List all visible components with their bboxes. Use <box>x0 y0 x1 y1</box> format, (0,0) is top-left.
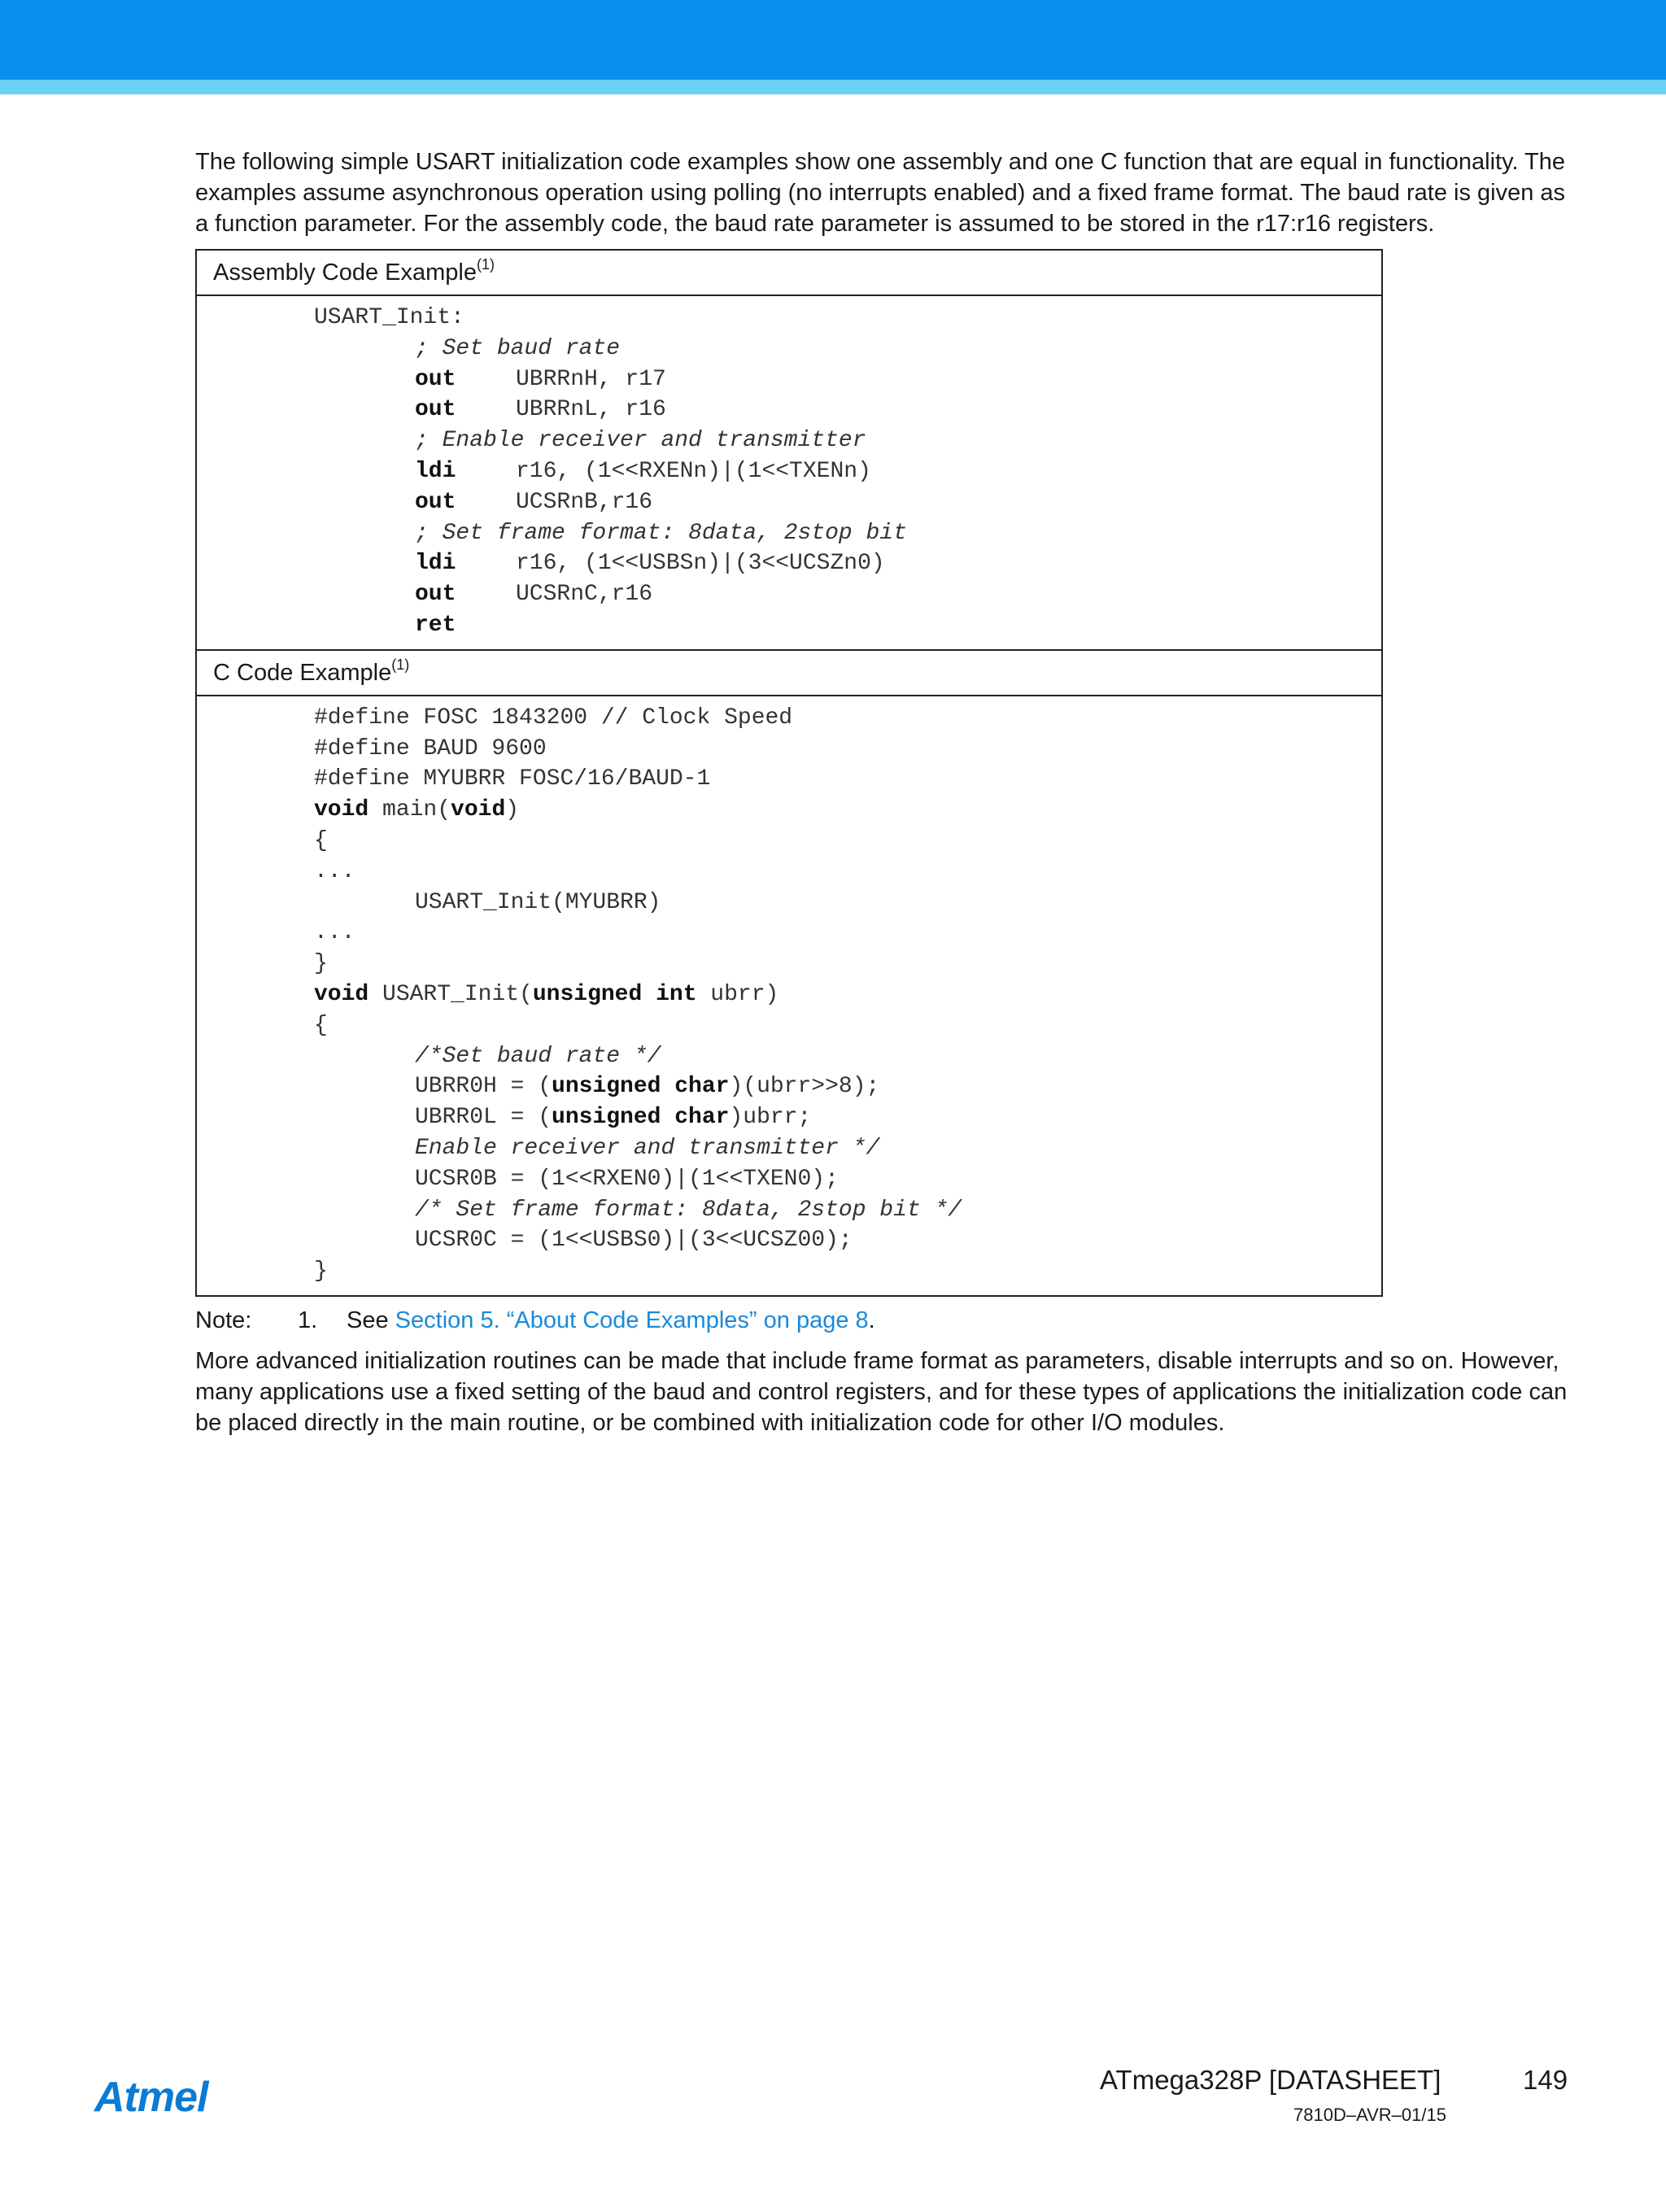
code-line: ... <box>314 920 355 946</box>
c-footnote-ref: (1) <box>391 656 410 673</box>
code-line: UBRR0H = (unsigned char)(ubrr>>8); <box>415 1074 880 1100</box>
code-line: UCSR0C = (1<<USBS0)|(3<<UCSZ00); <box>415 1228 853 1254</box>
code-line: Enable receiver and transmitter */ <box>415 1135 880 1161</box>
asm-footnote-ref: (1) <box>476 256 495 273</box>
code-line: ; Enable receiver and transmitter <box>415 428 866 454</box>
code-line: out UCSRnC,r16 <box>415 582 653 608</box>
code-line: ret <box>415 612 456 638</box>
code-line: { <box>314 1012 328 1038</box>
code-line: ; Set frame format: 8data, 2stop bit <box>415 520 907 546</box>
code-line: void USART_Init(unsigned int ubrr) <box>314 981 779 1007</box>
code-line: /*Set baud rate */ <box>415 1043 661 1069</box>
c-header-label: C Code Example <box>213 659 392 686</box>
code-examples-link[interactable]: Section 5. “About Code Examples” on page 8 <box>395 1307 869 1333</box>
code-line: #define FOSC 1843200 // Clock Speed <box>314 705 793 731</box>
code-line: #define BAUD 9600 <box>314 735 547 761</box>
code-line: out UBRRnH, r17 <box>415 366 666 392</box>
footnote <box>195 1305 1578 1336</box>
code-line: USART_Init(MYUBRR) <box>415 889 661 915</box>
code-line: out UBRRnL, r16 <box>415 397 666 423</box>
asm-header <box>196 250 1382 295</box>
header-band <box>0 0 1666 80</box>
asm-header-label: Assembly Code Example <box>213 260 477 286</box>
code-line: #define MYUBRR FOSC/16/BAUD-1 <box>314 766 711 792</box>
note-number: 1. <box>298 1307 318 1333</box>
code-line: ldi r16, (1<<USBSn)|(3<<UCSZn0) <box>415 551 885 577</box>
code-example-table <box>195 249 1383 1297</box>
c-code-block <box>196 696 1382 1296</box>
code-line: USART_Init: <box>314 305 464 330</box>
footer-document-title: ATmega328P [DATASHEET] <box>1100 2065 1441 2095</box>
page-content <box>195 146 1578 1438</box>
outro-paragraph: More advanced initialization routines can be made that include frame format as parameters, disable interrupts and so on. However, many applications use a fixed setting of the baud and control registers, and for these types of applications the initialization code can be placed directly in the main routine, or be combined with initialization code for other I/O modules. <box>195 1347 1568 1436</box>
code-line: { <box>314 827 328 853</box>
code-line: ; Set baud rate <box>415 335 621 361</box>
document-code: 7810D–AVR–01/15 <box>1293 2105 1446 2125</box>
intro-paragraph: The following simple USART initialization code examples show one assembly and one C function that are equal in functionality. The examples assume asynchronous operation using polling (no interrupts enabled) and a fixed frame format. The baud rate is given as a function parameter. For the assembly code, the baud rate parameter is assumed to be stored in the r17:r16 registers. <box>195 149 1566 237</box>
code-line: ldi r16, (1<<RXENn)|(1<<TXENn) <box>415 458 871 484</box>
note-label: Note: <box>195 1307 252 1333</box>
atmel-logo: Atmel <box>94 2074 208 2121</box>
code-line: void main(void) <box>314 797 520 823</box>
code-line: /* Set frame format: 8data, 2stop bit */ <box>415 1197 962 1223</box>
c-header <box>196 650 1382 696</box>
code-line: } <box>314 951 328 977</box>
page-number: 149 <box>1523 2065 1568 2095</box>
code-line: } <box>314 1259 328 1285</box>
code-line: out UCSRnB,r16 <box>415 489 653 515</box>
header-stripe <box>0 80 1666 94</box>
asm-code-block <box>196 295 1382 650</box>
code-line: ... <box>314 858 355 884</box>
code-line: UCSR0B = (1<<RXEN0)|(1<<TXEN0); <box>415 1166 839 1192</box>
note-text: See Section 5. “About Code Examples” on page 8. <box>347 1307 875 1333</box>
code-line: UBRR0L = (unsigned char)ubrr; <box>415 1105 812 1131</box>
